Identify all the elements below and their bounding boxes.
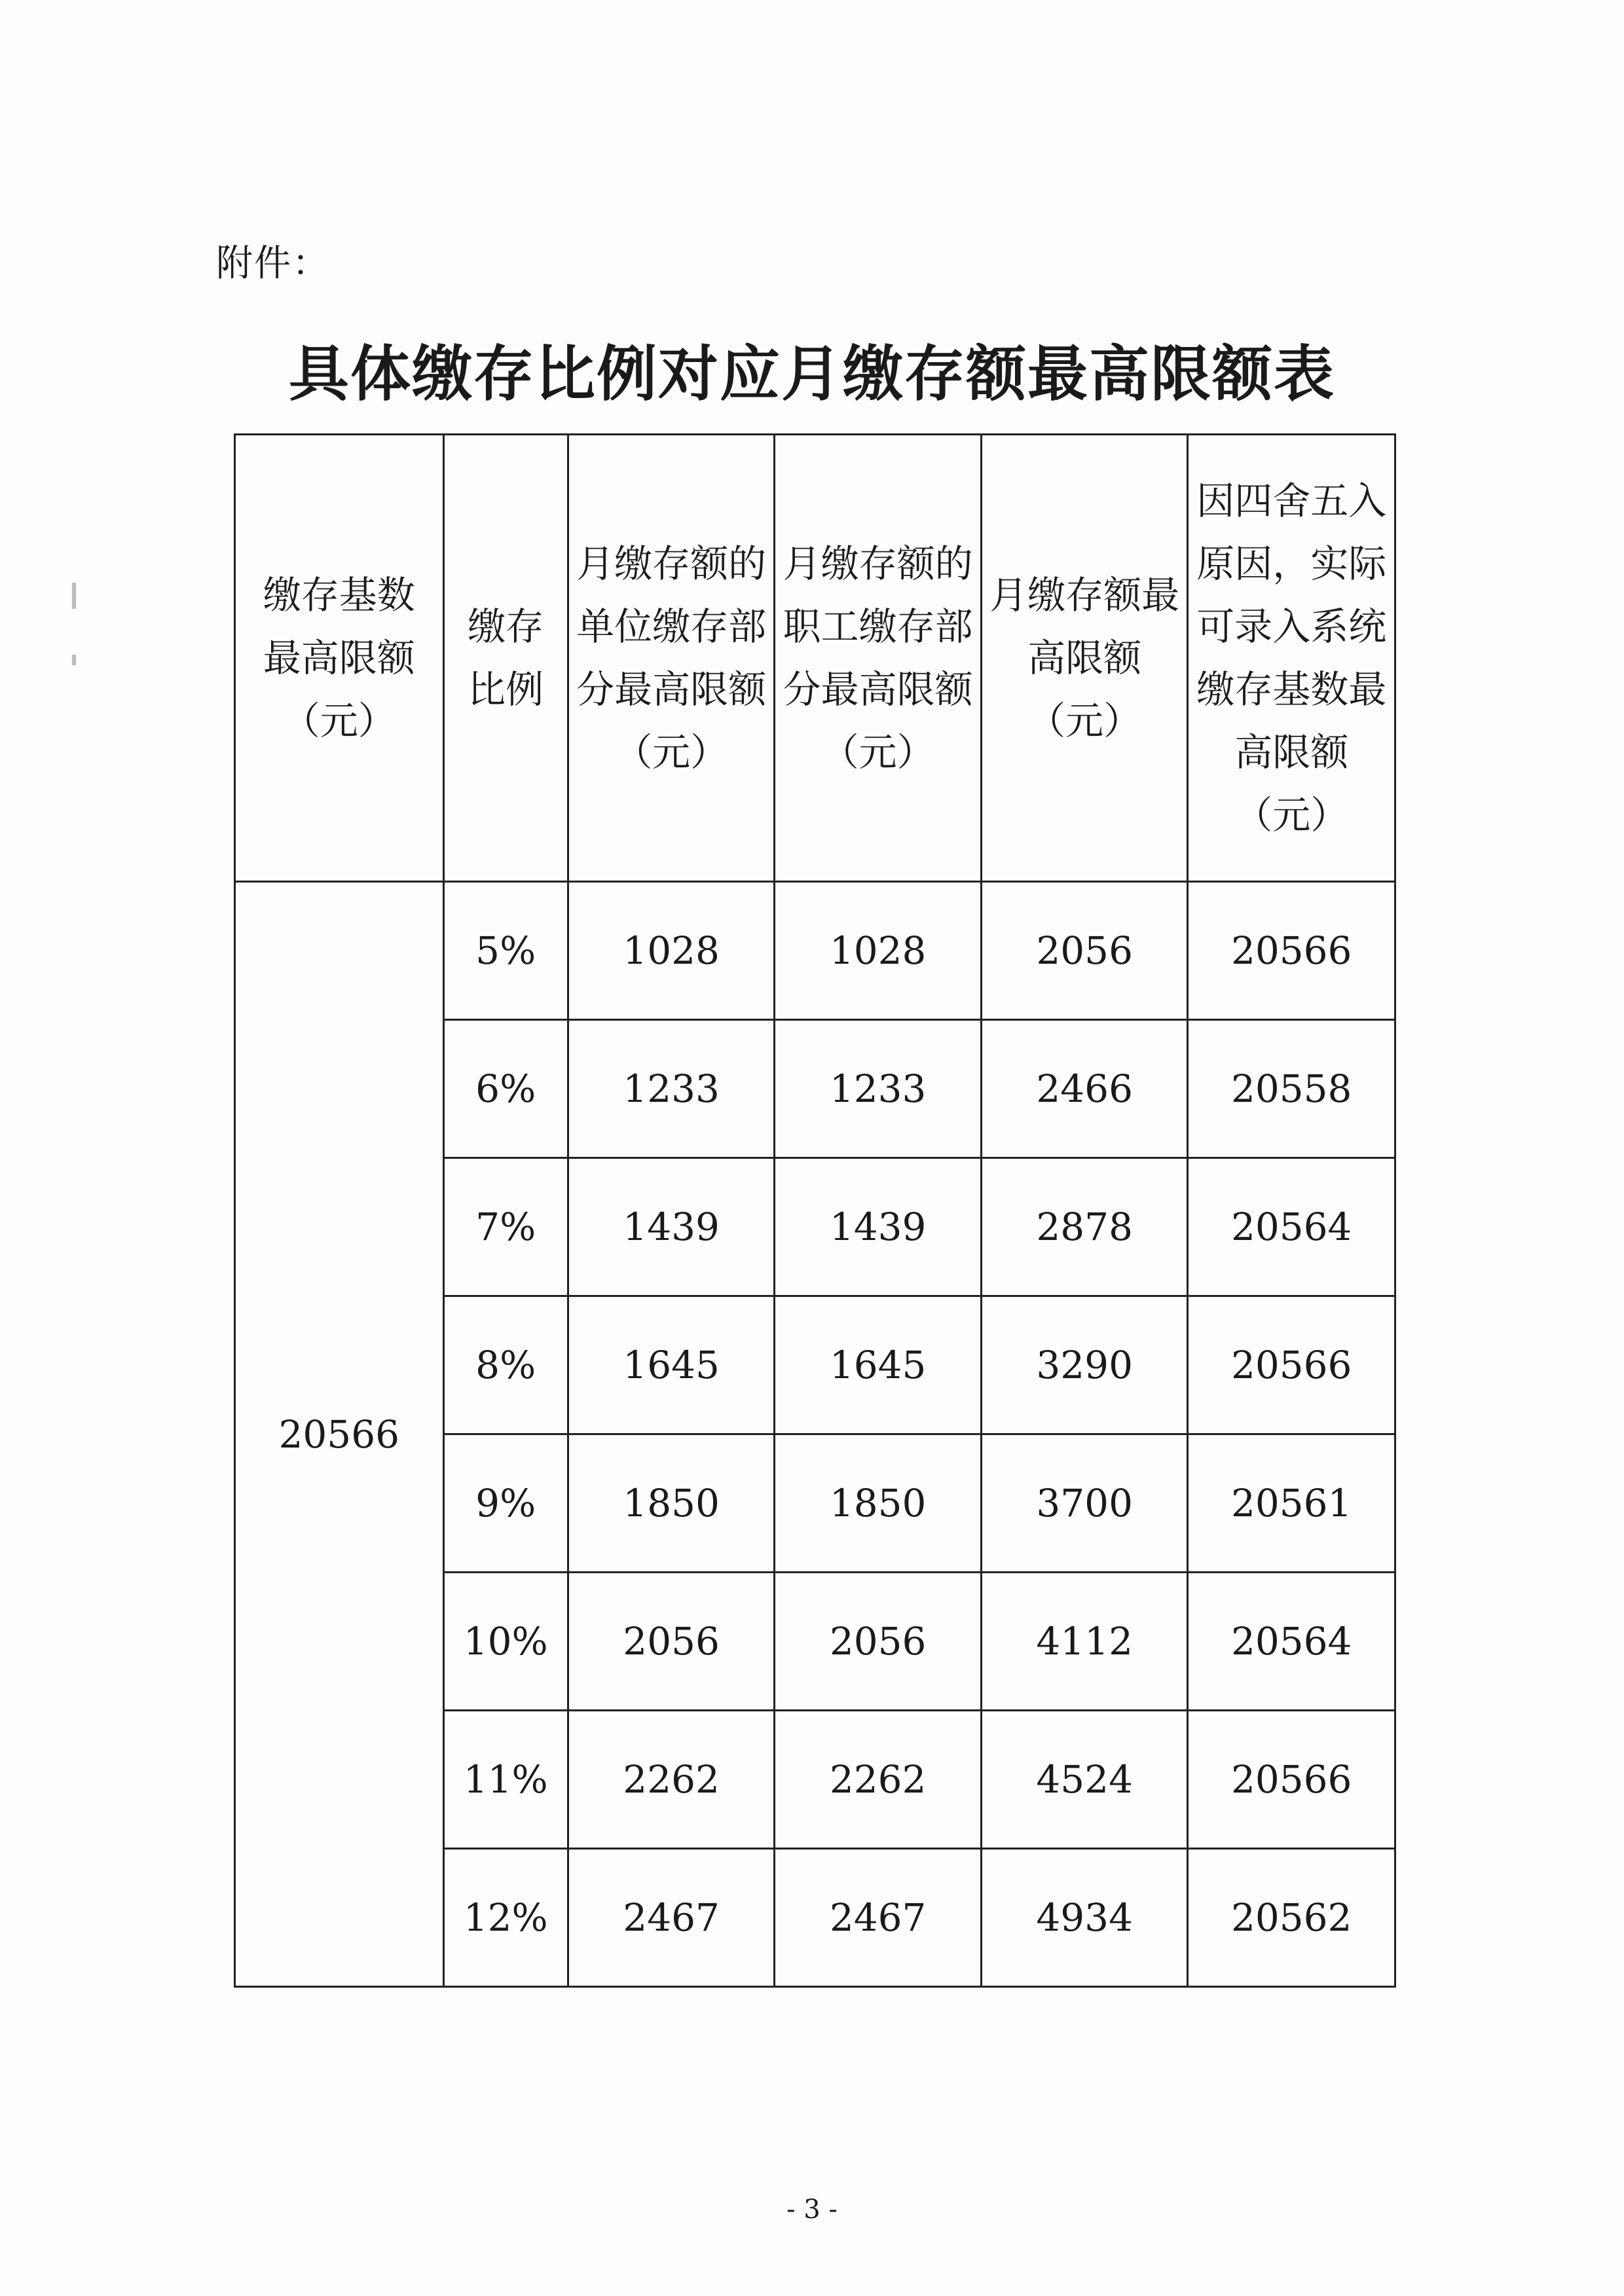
cell-actual: 20561 xyxy=(1188,1434,1395,1573)
cell-unit: 2056 xyxy=(568,1573,775,1711)
cell-ratio: 8% xyxy=(443,1296,568,1434)
cell-staff: 2262 xyxy=(775,1711,982,1849)
header-ratio: 缴存比例 xyxy=(443,435,568,882)
cell-staff: 1850 xyxy=(775,1434,982,1573)
cell-total: 3290 xyxy=(981,1296,1188,1434)
cell-staff: 2056 xyxy=(775,1573,982,1711)
cell-actual: 20566 xyxy=(1188,1296,1395,1434)
cell-ratio: 6% xyxy=(443,1020,568,1158)
cell-total: 4934 xyxy=(981,1849,1188,1987)
cell-total: 2878 xyxy=(981,1158,1188,1296)
header-monthly-limit: 月缴存额最高限额（元） xyxy=(981,435,1188,882)
contribution-limits-table xyxy=(234,433,1396,1988)
cell-unit: 1233 xyxy=(568,1020,775,1158)
cell-actual: 20564 xyxy=(1188,1158,1395,1296)
cell-ratio: 9% xyxy=(443,1434,568,1573)
cell-ratio: 11% xyxy=(443,1711,568,1849)
cell-staff: 2467 xyxy=(775,1849,982,1987)
cell-ratio: 5% xyxy=(443,882,568,1020)
cell-actual: 20562 xyxy=(1188,1849,1395,1987)
cell-staff: 1233 xyxy=(775,1020,982,1158)
cell-unit: 1850 xyxy=(568,1434,775,1573)
document-title: 具体缴存比例对应月缴存额最高限额表 xyxy=(288,339,1335,409)
cell-unit: 1645 xyxy=(568,1296,775,1434)
header-base-limit: 缴存基数最高限额（元） xyxy=(235,435,444,882)
cell-base-limit: 20566 xyxy=(235,882,444,1987)
cell-ratio: 10% xyxy=(443,1573,568,1711)
cell-actual: 20558 xyxy=(1188,1020,1395,1158)
table-row xyxy=(235,882,1395,1020)
cell-unit: 1439 xyxy=(568,1158,775,1296)
cell-ratio: 7% xyxy=(443,1158,568,1296)
cell-unit: 2467 xyxy=(568,1849,775,1987)
scan-mark xyxy=(72,655,76,665)
header-staff-part: 月缴存额的职工缴存部分最高限额（元） xyxy=(775,435,982,882)
cell-staff: 1439 xyxy=(775,1158,982,1296)
cell-total: 4524 xyxy=(981,1711,1188,1849)
cell-actual: 20566 xyxy=(1188,1711,1395,1849)
header-unit-part: 月缴存额的单位缴存部分最高限额（元） xyxy=(568,435,775,882)
table-header-row xyxy=(235,435,1395,882)
cell-ratio: 12% xyxy=(443,1849,568,1987)
header-actual-base-limit: 因四舍五入原因，实际可录入系统缴存基数最高限额（元） xyxy=(1188,435,1395,882)
scan-mark xyxy=(72,583,76,609)
page-number: - 3 - xyxy=(786,2195,838,2225)
cell-actual: 20564 xyxy=(1188,1573,1395,1711)
cell-staff: 1028 xyxy=(775,882,982,1020)
cell-unit: 2262 xyxy=(568,1711,775,1849)
cell-total: 2466 xyxy=(981,1020,1188,1158)
cell-total: 2056 xyxy=(981,882,1188,1020)
attachment-label: 附件： xyxy=(216,242,330,285)
cell-actual: 20566 xyxy=(1188,882,1395,1020)
cell-unit: 1028 xyxy=(568,882,775,1020)
cell-total: 3700 xyxy=(981,1434,1188,1573)
cell-total: 4112 xyxy=(981,1573,1188,1711)
cell-staff: 1645 xyxy=(775,1296,982,1434)
